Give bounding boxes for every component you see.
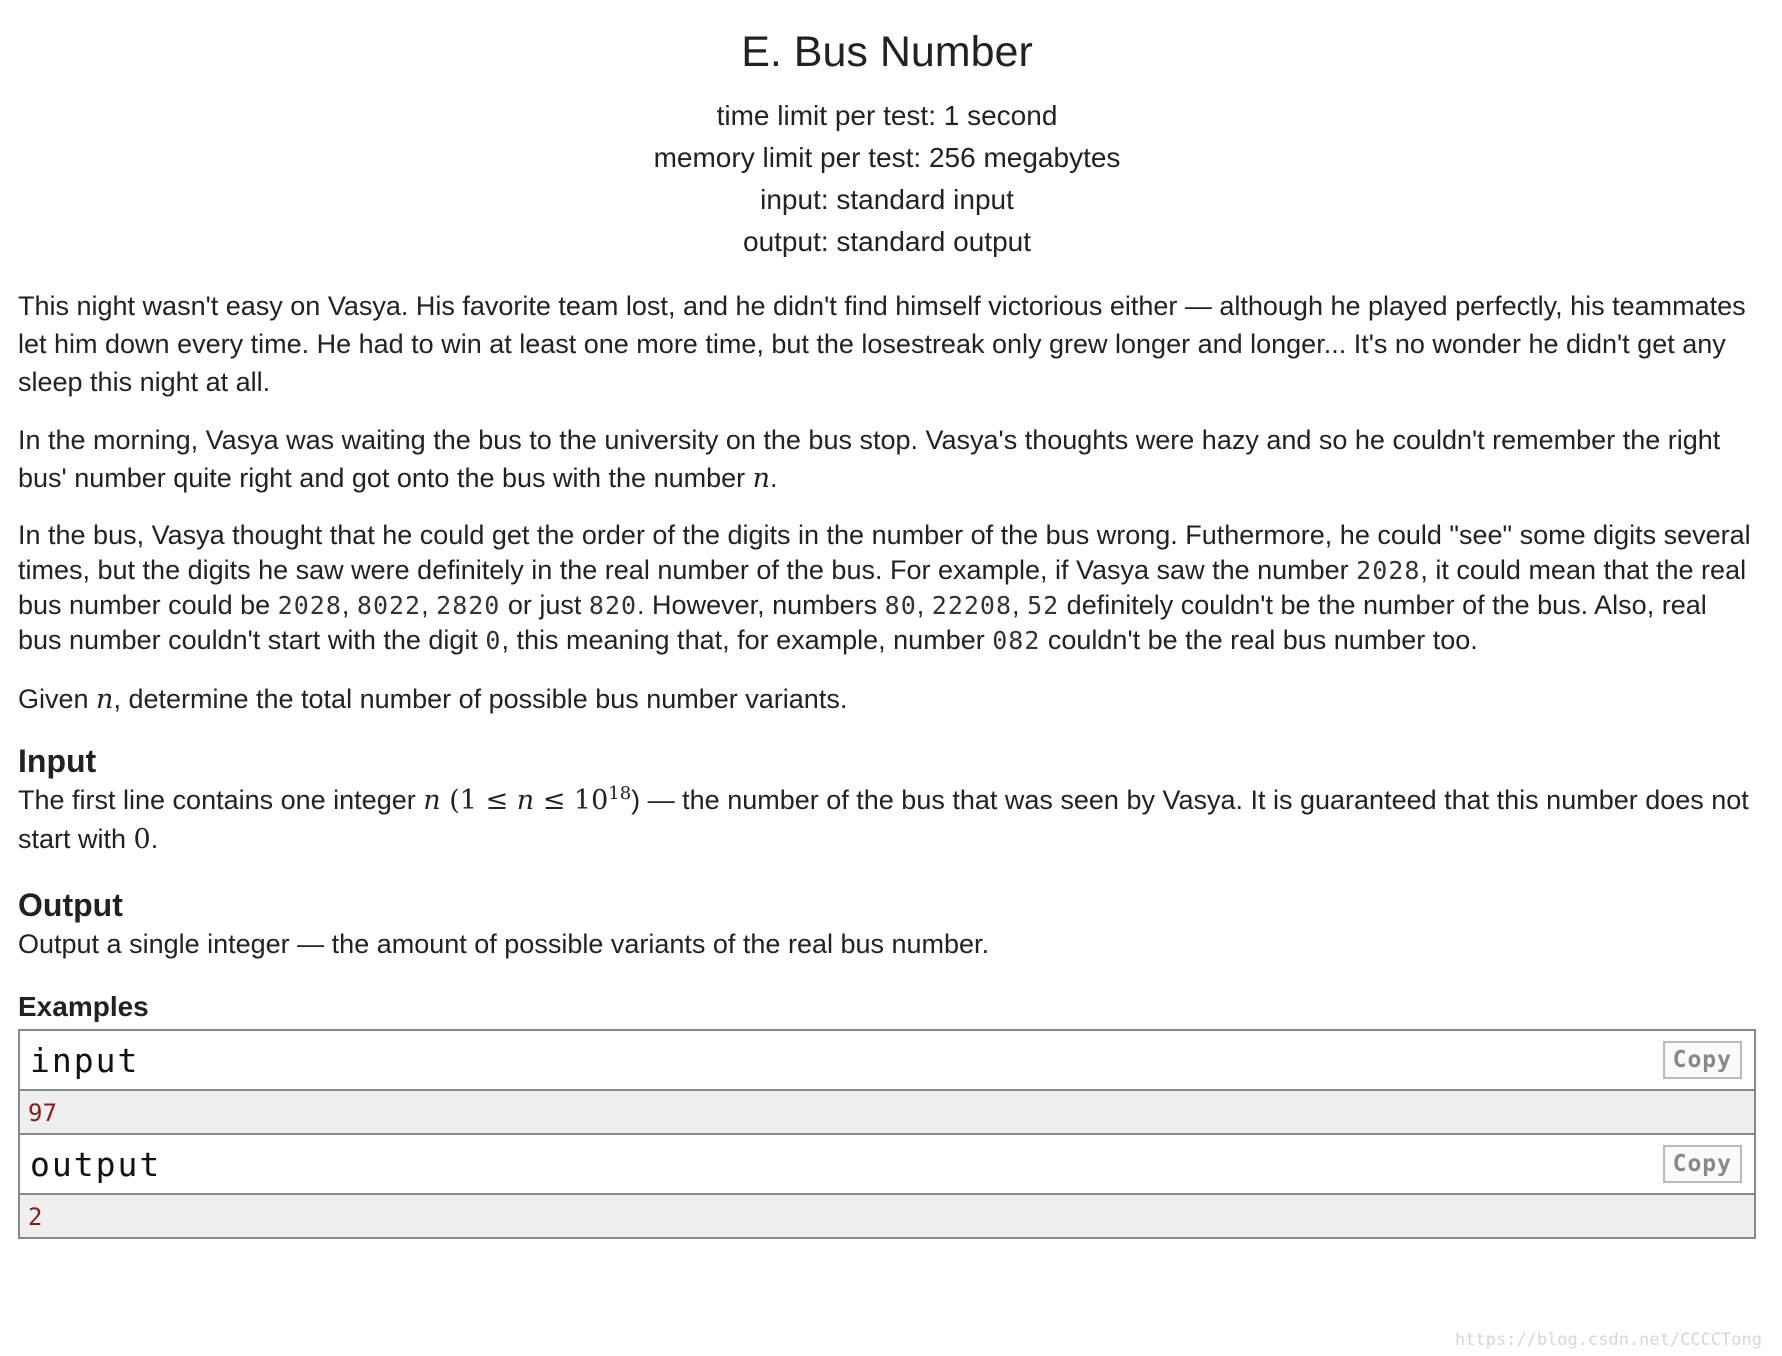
math-text: ≤ 10 [534,785,609,816]
statement-paragraph-2 [18,421,1756,498]
exponent: 18 [608,783,632,804]
text: . However, numbers [637,590,885,620]
code-number: 2820 [436,591,501,620]
text: couldn't be the real bus number too. [1040,625,1478,655]
sample-test [18,1029,1756,1239]
copy-output-button[interactable]: Copy [1663,1145,1742,1183]
statement-paragraph-4 [18,680,1756,719]
text: Given [18,684,97,714]
statement-paragraph-1: This night wasn't easy on Vasya. His favorite team lost, and he didn't find himself victorious either — although he played perfectly, his teammates let him down every time. He had to win at least one more time, but the losestreak only grew longer and longer... It's no wonder he didn't get any sleep this night at all. [18,291,1746,397]
text: , it could mean that the real bus number could be [18,555,1747,620]
copy-input-button[interactable]: Copy [1663,1041,1742,1079]
output-label: output [30,1145,162,1184]
output-heading: Output [18,887,123,923]
input-value: 97 [28,1099,57,1127]
code-number: 80 [884,591,917,620]
input-title [20,1031,1754,1091]
text: , [916,590,932,620]
code-number: 2028 [1356,556,1421,585]
code-number: 820 [588,591,638,620]
problem-header [18,28,1756,263]
output-file: output: standard output [743,226,1031,257]
output-title [20,1135,1754,1195]
input-content [20,1091,1754,1135]
input-description [18,781,1756,859]
text: In the bus, Vasya thought that he could get the order of the digits in the number of the bus wrong. Futhermore, he could "see" some digits several times, but the digits he saw were definitely in the real number of the bus. For example, if Vasya saw the number [18,520,1751,585]
watermark: https://blog.csdn.net/CCCCTong [1454,1330,1762,1350]
output-description: Output a single integer — the amount of possible variants of the real bus number. [18,929,990,959]
code-number: 8022 [356,591,422,620]
text: In the morning, Vasya was waiting the bus to the university on the bus stop. Vasya's thoughts were hazy and so he couldn't remember the right bus' number quite right and got onto the bus with the number [18,425,1721,493]
text: , determine the total number of possible bus number variants. [113,684,848,714]
text: , this meaning that, for example, number [501,625,993,655]
text: , [341,590,357,620]
math-text: (1 ≤ [440,785,517,816]
memory-limit: memory limit per test: 256 megabytes [653,142,1121,173]
text: . [150,824,159,854]
input-heading: Input [18,743,97,779]
examples-heading: Examples [18,991,149,1022]
text: , [421,590,437,620]
variable-n: n [752,463,771,494]
code-number: 082 [992,626,1041,655]
output-value: 2 [28,1203,43,1231]
input-label: input [30,1041,140,1080]
text: or just [500,590,589,620]
problem-title: E. Bus Number [741,28,1033,76]
input-file: input: standard input [760,184,1014,215]
problem-page [18,28,1756,1239]
text: . [770,463,778,493]
output-content [20,1195,1754,1237]
variable-n: n [516,785,535,816]
statement-paragraph-3 [18,518,1756,658]
variable-n: n [96,684,114,715]
text: The first line contains one integer [18,785,424,815]
code-number: 22208 [931,591,1013,620]
code-number: 2028 [277,591,342,620]
text: ) — the number of the bus that was seen by Vasya. It is guaranteed that this number does not start with [18,785,1749,854]
text: , [1012,590,1028,620]
code-number: 52 [1027,591,1060,620]
time-limit: time limit per test: 1 second [716,100,1058,131]
code-number: 0 [485,626,502,655]
variable-n: n [423,785,441,816]
zero: 0 [133,824,151,855]
text: definitely couldn't be the number of the bus. Also, real bus number couldn't start with the digit [18,590,1707,655]
